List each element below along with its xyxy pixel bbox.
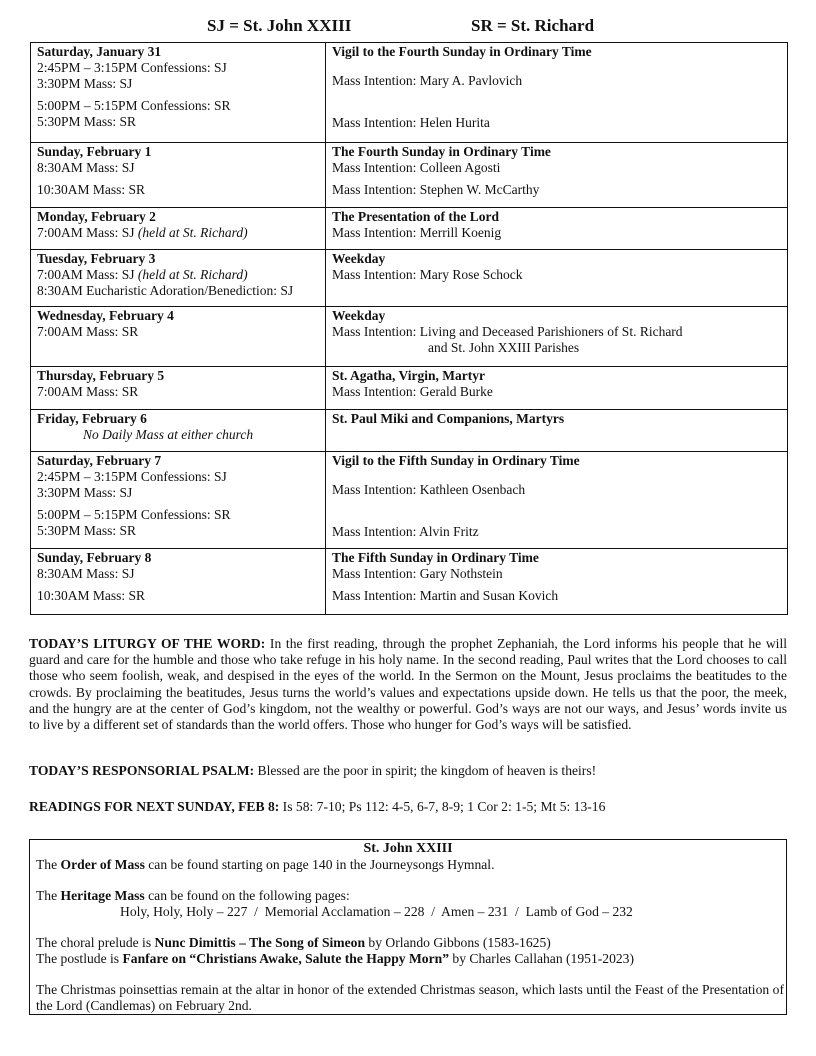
order-of-mass-bold: Order of Mass [60, 857, 145, 872]
schedule-row [31, 410, 788, 452]
schedule-day-cell [31, 452, 326, 549]
schedule-liturgy-cell [326, 143, 788, 208]
schedule-line: 7:00AM Mass: SJ [37, 225, 135, 240]
liturgical-title: St. Paul Miki and Companions, Martyrs [332, 411, 565, 426]
schedule-line: 2:45PM – 3:15PM Confessions: SJ [37, 60, 227, 75]
location-note: (held at St. Richard) [137, 225, 248, 240]
schedule-line: 10:30AM Mass: SR [37, 588, 146, 603]
mass-schedule-table [30, 42, 788, 615]
mass-intention: Mass Intention: Martin and Susan Kovich [332, 588, 559, 603]
day-label: Sunday, February 8 [37, 550, 152, 565]
schedule-line: 3:30PM Mass: SJ [37, 76, 133, 91]
schedule-line: 5:30PM Mass: SR [37, 114, 137, 129]
day-label: Saturday, January 31 [37, 44, 162, 59]
schedule-line: 8:30AM Eucharistic Adoration/Benediction: SJ [37, 283, 294, 298]
mass-intention: Mass Intention: Merrill Koenig [332, 225, 502, 240]
schedule-row [31, 43, 788, 143]
schedule-line: 7:00AM Mass: SR [37, 384, 139, 399]
mass-intention: Mass Intention: Colleen Agosti [332, 160, 501, 175]
liturgical-title: The Fifth Sunday in Ordinary Time [332, 550, 539, 565]
schedule-row [31, 367, 788, 410]
readings-heading: READINGS FOR NEXT SUNDAY, FEB 8: [29, 799, 280, 814]
day-label: Monday, February 2 [37, 209, 156, 224]
schedule-line: 5:30PM Mass: SR [37, 523, 137, 538]
mass-intention: Mass Intention: Stephen W. McCarthy [332, 182, 540, 197]
order-of-mass-line: The Order of Mass can be found starting on page 140 in the Journeysongs Hymnal. [36, 857, 495, 872]
mass-intention: Mass Intention: Helen Hurita [332, 115, 490, 130]
schedule-liturgy-cell [326, 367, 788, 410]
schedule-row [31, 549, 788, 615]
schedule-row [31, 452, 788, 549]
schedule-row [31, 250, 788, 307]
liturgical-title: Vigil to the Fifth Sunday in Ordinary Time [332, 453, 580, 468]
psalm-heading: TODAY’S RESPONSORIAL PSALM: [29, 763, 255, 778]
schedule-day-cell [31, 43, 326, 143]
schedule-liturgy-cell [326, 452, 788, 549]
mass-intention: Mass Intention: Mary Rose Schock [332, 267, 523, 282]
schedule-day-cell [31, 250, 326, 307]
schedule-line: 3:30PM Mass: SJ [37, 485, 133, 500]
no-mass-note: No Daily Mass at either church [83, 427, 254, 442]
day-label: Sunday, February 1 [37, 144, 152, 159]
heritage-mass-line: The Heritage Mass can be found on the following pages: [36, 888, 350, 903]
liturgy-of-the-word [29, 636, 787, 733]
schedule-line: 2:45PM – 3:15PM Confessions: SJ [37, 469, 227, 484]
mass-intention: Mass Intention: Kathleen Osenbach [332, 482, 526, 497]
schedule-liturgy-cell [326, 307, 788, 367]
schedule-line: 10:30AM Mass: SR [37, 182, 146, 197]
schedule-line: 8:30AM Mass: SJ [37, 160, 135, 175]
schedule-row [31, 307, 788, 367]
schedule-line: 5:00PM – 5:15PM Confessions: SR [37, 98, 231, 113]
schedule-row [31, 143, 788, 208]
schedule-line: 7:00AM Mass: SR [37, 324, 139, 339]
day-label: Tuesday, February 3 [37, 251, 156, 266]
mass-intention: Mass Intention: Alvin Fritz [332, 524, 479, 539]
postlude-title: Fanfare on “Christians Awake, Salute the Happy Morn” [122, 951, 449, 966]
liturgical-title: The Presentation of the Lord [332, 209, 499, 224]
box-title: St. John XXIII [363, 841, 453, 856]
liturgical-title: Weekday [332, 251, 386, 266]
liturgical-title: Weekday [332, 308, 386, 323]
schedule-liturgy-cell [326, 250, 788, 307]
legend-sr: SR = St. Richard [471, 16, 595, 35]
schedule-day-cell [31, 307, 326, 367]
next-sunday-readings [29, 799, 787, 815]
schedule-day-cell [31, 410, 326, 452]
schedule-day-cell [31, 549, 326, 615]
liturgical-title: St. Agatha, Virgin, Martyr [332, 368, 485, 383]
liturgical-title: The Fourth Sunday in Ordinary Time [332, 144, 551, 159]
location-note: (held at St. Richard) [137, 267, 248, 282]
liturgy-text: In the first reading, through the prophet Zephaniah, the Lord informs his people that he will guard and care for the humble and those who take refuge in his holy name. In the second reading, Paul writes that the Lord chooses to call those who seem foolish, weak, and despised in the eyes of the world. In the Sermon on the Mount, Jesus proclaims the beatitudes to the crowds. By proclaiming the beatitudes, Jesus turns the world’s values and expectations upside down. He tells us that the poor, the meek, and the hungry are at the center of God’s kingdom, not the wealthy or powerful. God’s ways are not our ways, and Jesus’ words invite us to live by a different set of standards than the world offers. Those who hunger for God’s ways will be satisfied. [29, 636, 787, 733]
day-label: Friday, February 6 [37, 411, 147, 426]
schedule-line: 5:00PM – 5:15PM Confessions: SR [37, 507, 231, 522]
schedule-day-cell [31, 208, 326, 250]
st-john-xxiii-box [29, 839, 787, 1015]
psalm-text: Blessed are the poor in spirit; the kingdom of heaven is theirs! [254, 763, 597, 778]
responsorial-psalm [29, 763, 787, 779]
mass-intention-continued: and St. John XXIII Parishes [428, 340, 580, 355]
schedule-day-cell [31, 367, 326, 410]
liturgy-heading: TODAY’S LITURGY OF THE WORD: [29, 636, 266, 651]
schedule-row [31, 208, 788, 250]
prelude-line: The choral prelude is Nunc Dimittis – The Song of Simeon by Orlando Gibbons (1583-1625) [36, 935, 551, 950]
schedule-line: 8:30AM Mass: SJ [37, 566, 135, 581]
liturgical-title: Vigil to the Fourth Sunday in Ordinary Time [332, 44, 592, 59]
day-label: Thursday, February 5 [37, 368, 165, 383]
mass-intention: Mass Intention: Mary A. Pavlovich [332, 73, 523, 88]
heritage-mass-bold: Heritage Mass [60, 888, 145, 903]
mass-intention: Mass Intention: Gary Nothstein [332, 566, 503, 581]
heritage-mass-pages: Holy, Holy, Holy – 227 / Memorial Acclamation – 228 / Amen – 231 / Lamb of God – 232 [120, 904, 633, 919]
schedule-liturgy-cell [326, 410, 788, 452]
parish-legend [0, 16, 816, 40]
prelude-title: Nunc Dimittis – The Song of Simeon [154, 935, 366, 950]
schedule-liturgy-cell [326, 43, 788, 143]
schedule-liturgy-cell [326, 549, 788, 615]
postlude-line: The postlude is Fanfare on “Christians Awake, Salute the Happy Morn” by Charles Callahan (1951-2023) [36, 951, 634, 966]
day-label: Saturday, February 7 [37, 453, 162, 468]
schedule-line: 7:00AM Mass: SJ [37, 267, 135, 282]
poinsettias-note: The Christmas poinsettias remain at the altar in honor of the extended Christmas season, which lasts until the Feast of the Presentation of the Lord (Candlemas) on February 2nd. [36, 982, 784, 1013]
day-label: Wednesday, February 4 [37, 308, 174, 323]
schedule-day-cell [31, 143, 326, 208]
readings-text: Is 58: 7-10; Ps 112: 4-5, 6-7, 8-9; 1 Cor 2: 1-5; Mt 5: 13-16 [279, 799, 606, 814]
mass-intention: Mass Intention: Living and Deceased Parishioners of St. Richard [332, 324, 683, 339]
schedule-liturgy-cell [326, 208, 788, 250]
mass-intention: Mass Intention: Gerald Burke [332, 384, 493, 399]
legend-sj: SJ = St. John XXIII [207, 16, 352, 35]
